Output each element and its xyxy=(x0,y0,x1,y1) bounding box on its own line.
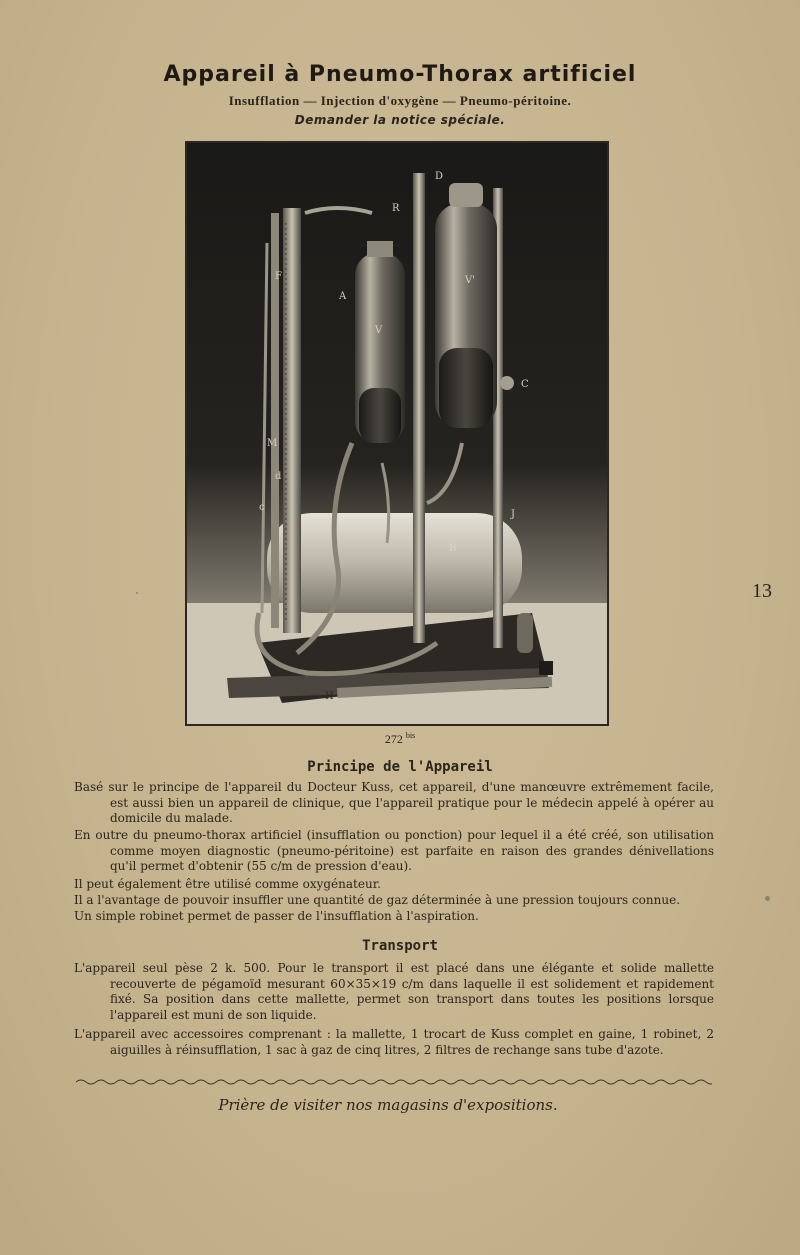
figure-label: V xyxy=(375,325,383,336)
figure-number xyxy=(0,731,800,747)
paragraph: Il peut également être utilisé comme oxygénateur. xyxy=(74,877,381,891)
paper-speck xyxy=(136,592,138,594)
figure-number-main: 272 xyxy=(384,732,403,746)
page-title: Appareil à Pneumo-Thorax artificiel xyxy=(163,62,637,87)
wavy-divider xyxy=(76,1078,712,1086)
figure-number-suffix: bis xyxy=(405,731,416,740)
section-title-transport: Transport xyxy=(362,938,438,954)
page-number: 13 xyxy=(752,580,772,602)
figure-label: F xyxy=(275,271,282,282)
figure-label: J xyxy=(511,509,516,520)
paragraph: Un simple robinet permet de passer de l'insufflation à l'aspiration. xyxy=(74,909,479,923)
section-title-principe: Principe de l'Appareil xyxy=(307,759,493,775)
figure-label: R xyxy=(392,203,400,214)
paragraph: Il a l'avantage de pouvoir insuffler une quantité de gaz déterminée à une pression toujours connue. xyxy=(74,893,681,907)
figure-label: d xyxy=(275,471,282,482)
closing-line: Prière de visiter nos magasins d'expositions. xyxy=(218,1096,558,1114)
paper-speck xyxy=(765,896,770,901)
figure-label: V' xyxy=(465,275,475,286)
paragraph: L'appareil seul pèse 2 k. 500. Pour le transport il est placé dans une élégante et solide mallette recouverte de pégamoïd mesurant 60×35×19 c/m dans laquelle il est solidement et rapidement fixé. Sa position dans cette mallette, permet son transport dans toutes les positions lorsque l'appareil est muni de son liquide. xyxy=(74,961,714,1022)
figure-label: M xyxy=(267,438,278,449)
page-subtitle: Insufflation — Injection d'oxygène — Pneumo-péritoine. xyxy=(228,93,572,108)
figure-label: D xyxy=(435,171,444,182)
paragraph: Basé sur le principe de l'appareil du Docteur Kuss, cet appareil, d'une manœuvre extrêmement facile, est aussi bien un appareil de clinique, que l'appareil pratique pour le médecin appelé à opérer au domicile du malade. xyxy=(74,780,714,825)
figure-label: C xyxy=(521,379,529,390)
figure-label: A xyxy=(339,291,347,302)
notice-line: Demander la notice spéciale. xyxy=(294,113,506,127)
paragraph: L'appareil avec accessoires comprenant : la mallette, 1 trocart de Kuss complet en gaine, 1 robinet, 2 aiguilles à réinsufflation, 1 sac à gaz de cinq litres, 2 filtres de rechange sans tube d'azote. xyxy=(74,1027,714,1057)
apparatus-illustration xyxy=(187,143,607,724)
figure-label: B xyxy=(449,543,457,554)
figure-label: H xyxy=(325,691,334,702)
figure-label: c xyxy=(259,502,265,513)
apparatus-photograph xyxy=(185,141,609,726)
paragraph: En outre du pneumo-thorax artificiel (insufflation ou ponction) pour lequel il a été créé, son utilisation comme moyen diagnostic (pneumo-péritoine) est parfaite en raison des grandes dénivellations qu'il permet d'obtenir (55 c/m de pression d'eau). xyxy=(74,828,714,873)
